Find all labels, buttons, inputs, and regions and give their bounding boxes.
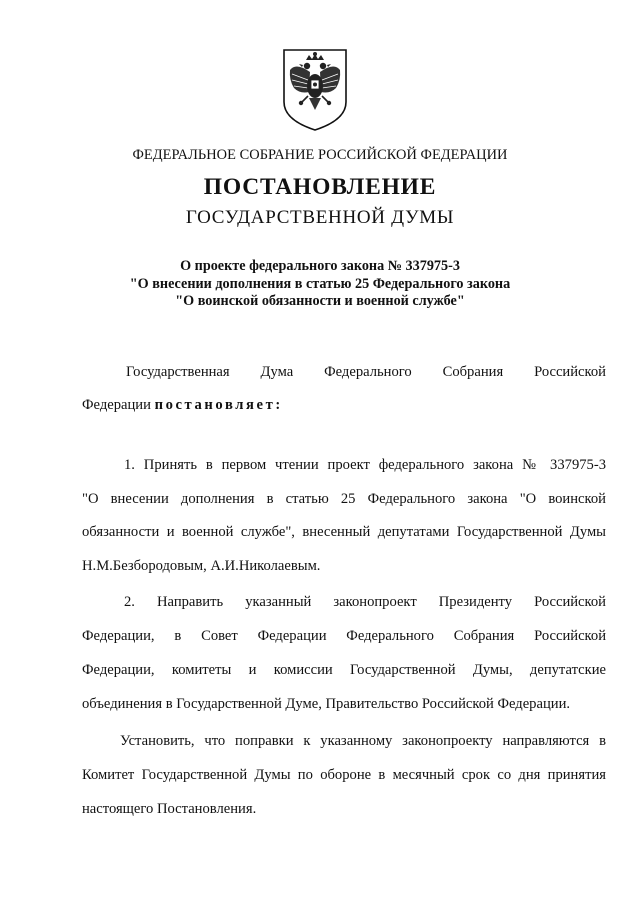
subject-line: О проекте федерального закона № 337975-3 (180, 258, 460, 274)
subject-line: "О внесении дополнения в статью 25 Федерального закона (129, 275, 511, 292)
document-type-title: ПОСТАНОВЛЕНИЕ (203, 174, 437, 200)
paragraph-line: Федерации, в Совет Федерации Федерального Собрания Российской (82, 628, 606, 644)
preamble-prefix: Федерации (82, 397, 155, 413)
paragraph-line: Комитет Государственной Думы по обороне в месячный срок со дня принятия (82, 767, 606, 783)
state-emblem-icon (278, 46, 352, 132)
subject-line: "О воинской обязанности и военной службе" (175, 293, 465, 310)
preamble-line: Государственная Дума Федерального Собрания Российской (126, 364, 606, 380)
paragraph-line: Установить, что поправки к указанному законопроекту направляются в (120, 733, 606, 749)
paragraph-line: обязанности и военной службе", внесенный депутатами Государственной Думы (82, 524, 606, 540)
paragraph-line: 1. Принять в первом чтении проект федерального закона № 337975-3 (124, 457, 606, 473)
paragraph-line: настоящего Постановления. (82, 801, 257, 817)
paragraph-line: Федерации, комитеты и комиссии Государственной Думы, депутатские (82, 662, 606, 678)
paragraph-line: Н.М.Безбородовым, А.И.Николаевым. (82, 558, 321, 574)
issuer-title: ГОСУДАРСТВЕННОЙ ДУМЫ (185, 207, 455, 228)
paragraph-line: 2. Направить указанный законопроект Президенту Российской (124, 594, 606, 610)
org-line: ФЕДЕРАЛЬНОЕ СОБРАНИЕ РОССИЙСКОЙ ФЕДЕРАЦИИ (132, 147, 508, 163)
paragraph-line: "О внесении дополнения в статью 25 Федерального закона "О воинской (82, 491, 606, 507)
preamble-line (82, 397, 283, 414)
decree-word: постановляет: (154, 397, 283, 413)
paragraph-line: объединения в Государственной Думе, Правительство Российской Федерации. (82, 696, 571, 712)
document-subject (100, 258, 540, 311)
